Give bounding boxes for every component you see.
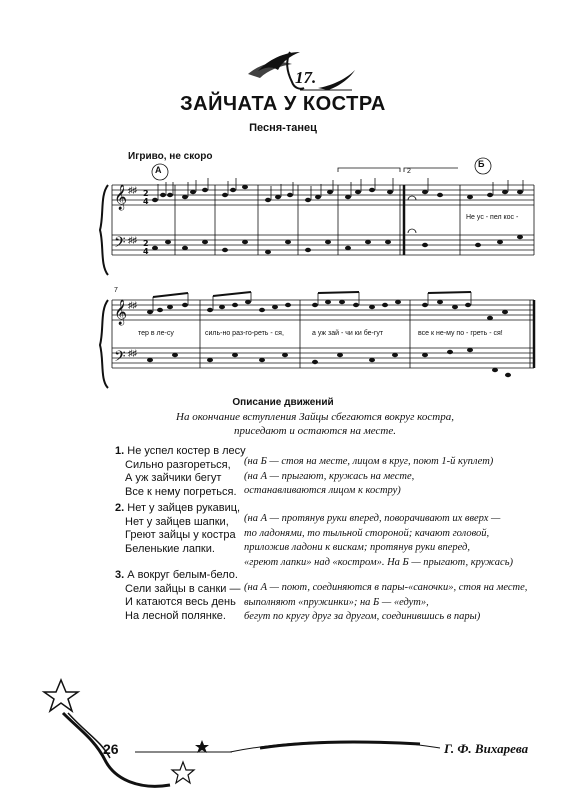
lyrics-system-2-part-4: все к не-му по - греть - ся! (418, 330, 503, 337)
lyrics-system-2-part-1: тер в ле-су (138, 330, 174, 337)
svg-text:♯♯: ♯♯ (128, 300, 137, 310)
description-heading: Описание движений (232, 397, 334, 408)
lyrics-system-1: Не ус - пел кос - (466, 214, 519, 221)
song-title: ЗАЙЧАТА У КОСТРА (180, 93, 386, 115)
svg-text:𝄢: 𝄢 (114, 234, 126, 255)
svg-text:♯♯: ♯♯ (128, 185, 137, 195)
tempo-marking: Игриво, не скоро (128, 151, 213, 162)
description-intro: На окончание вступления Зайцы сбегаются вокруг костра, приседают и остаются на месте. (176, 411, 454, 437)
svg-text:♯♯: ♯♯ (128, 348, 137, 358)
author-name: Г. Ф. Вихарева (444, 741, 529, 756)
footer-star-ribbon-ornament (44, 680, 440, 786)
verse-1-actions: (на Б — стоя на месте, лицом в круг, поют 1-й куплет) (на А — прыгают, кружась на месте, останавливаются лицом к костру) (244, 456, 494, 496)
verse-1: 1. Не успел костер в лесу Сильно разгореться, А уж зайчики бегут Все к нему погреться. (115, 445, 246, 498)
svg-text:4: 4 (143, 197, 149, 206)
song-subtitle: Песня-танец (249, 122, 317, 134)
svg-text:2: 2 (143, 189, 149, 198)
svg-text:𝄢: 𝄢 (114, 348, 126, 369)
svg-text:2: 2 (143, 239, 149, 248)
svg-text:4: 4 (143, 247, 149, 256)
svg-text:𝄞: 𝄞 (114, 185, 128, 210)
measure-number: 7 (114, 287, 118, 294)
rehearsal-mark-a: A (155, 165, 162, 175)
svg-text:𝄞: 𝄞 (114, 300, 128, 325)
lyrics-system-2-part-3: а уж зай - чи ки бе-гут (312, 330, 384, 337)
svg-text:♯♯: ♯♯ (128, 235, 137, 245)
verse-3: 3. А вокруг белым-бело. Сели зайцы в санки — И катаются весь день На лесной полянке. (115, 569, 241, 622)
lyrics-system-2-part-2: силь-но раз-го-реть - ся, (205, 330, 284, 337)
music-system-2 (100, 292, 534, 388)
song-number: 17. (295, 68, 317, 87)
rehearsal-mark-b: Б (478, 159, 485, 169)
volta-number: 2 (407, 168, 411, 175)
page-number: 26 (103, 741, 119, 757)
verse-3-actions: (на А — поют, соединяются в пары-«саночки», стоя на месте, выполняют «пружинки»; на Б — «едут», бегут по кругу друг за другом, соединившись в пары) (244, 582, 528, 622)
verse-2-actions: (на А — протянув руки вперед, поворачивают их вверх — то ладонями, то тыльной стороной; качают головой, приложив ладони к вискам; протянув руки вперед, «греют лапки» над «костром». На Б — прыгают, кружась) (244, 513, 513, 568)
verse-2: 2. Нет у зайцев рукавиц, Нет у зайцев шапки, Греют зайцы у костра Беленькие лапки. (115, 502, 241, 555)
